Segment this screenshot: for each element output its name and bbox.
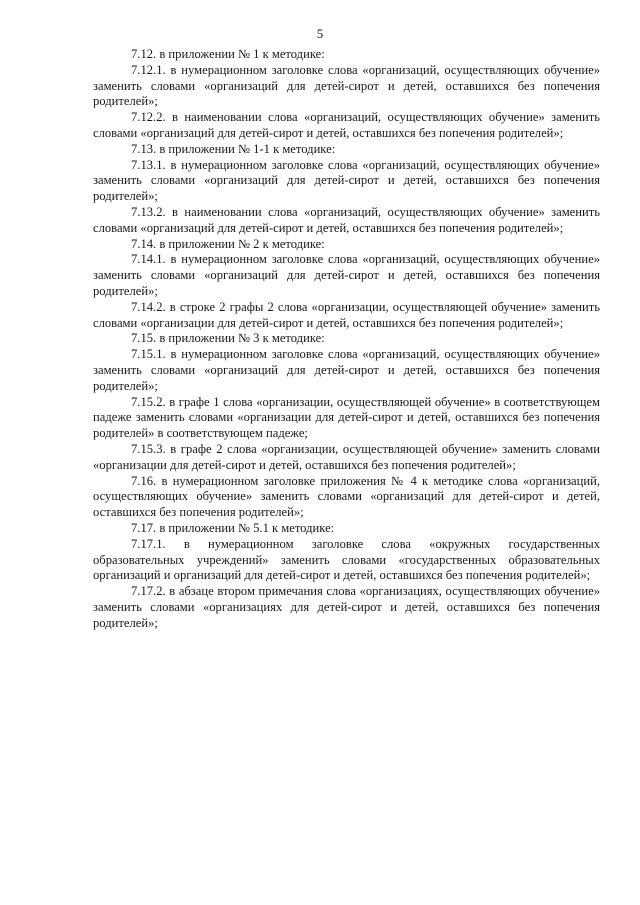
- paragraph-7-13-1: 7.13.1. в нумерационном заголовке слова «организаций, осуществляющих обучение» заменить словами «организаций для детей-сирот и детей, оставшихся без попечения родителей»;: [93, 157, 600, 204]
- paragraph-7-15-2: 7.15.2. в графе 1 слова «организации, осуществляющей обучение» в соответствующем падеже заменить словами «организации для детей-сирот и детей, оставшихся без попечения родителей» в соответствующем падеже;: [93, 394, 600, 441]
- paragraph-7-14-2: 7.14.2. в строке 2 графы 2 слова «организации, осуществляющей обучение» заменить словами «организации для детей-сирот и детей, оставшихся без попечения родителей»;: [93, 299, 600, 330]
- paragraph-7-17: 7.17. в приложении № 5.1 к методике:: [131, 520, 335, 535]
- paragraph-7-17-2: 7.17.2. в абзаце втором примечания слова «организациях, осуществляющих обучение» заменить словами «организациях для детей-сирот и детей, оставшихся без попечения родителей»;: [93, 584, 600, 630]
- paragraph-7-13-2: 7.13.2. в наименовании слова «организаций, осуществляющих обучение» заменить словами «организаций для детей-сирот и детей, оставшихся без попечения родителей»;: [93, 204, 600, 235]
- paragraph-7-17-1: 7.17.1. в нумерационном заголовке слова «окружных государственных образовательных учреждений» заменить словами «государственных образовательных организаций и организаций для детей-сирот и детей, оставшихся без попечения родителей»;: [93, 536, 600, 583]
- paragraph-7-12-1: 7.12.1. в нумерационном заголовке слова «организаций, осуществляющих обучение» заменить словами «организаций для детей-сирот и детей, оставшихся без попечения родителей»;: [93, 62, 600, 109]
- paragraph-7-13: 7.13. в приложении № 1-1 к методике:: [131, 141, 336, 156]
- page-number: 5: [316, 26, 324, 41]
- paragraph-7-15: 7.15. в приложении № 3 к методике:: [131, 331, 325, 346]
- paragraph-7-12: 7.12. в приложении № 1 к методике:: [131, 47, 325, 61]
- paragraph-7-14-1: 7.14.1. в нумерационном заголовке слова «организаций, осуществляющих обучение» заменить словами «организаций для детей-сирот и детей, оставшихся без попечения родителей»;: [93, 252, 600, 298]
- paragraph-7-14: 7.14. в приложении № 2 к методике:: [131, 236, 325, 251]
- paragraph-7-16: 7.16. в нумерационном заголовке приложения № 4 к методике слова «организаций, осуществляющих обучение» заменить словами «организаций для детей-сирот и детей, оставшихся без попечения родителей»;: [93, 473, 600, 520]
- paragraph-7-12-2: 7.12.2. в наименовании слова «организаций, осуществляющих обучение» заменить словами «организаций для детей-сирот и детей, оставшихся без попечения родителей»;: [93, 110, 600, 140]
- paragraph-7-15-3: 7.15.3. в графе 2 слова «организации, осуществляющей обучение» заменить словами «организации для детей-сирот и детей, оставшихся без попечения родителей»;: [93, 441, 600, 472]
- document-body: [93, 47, 600, 631]
- paragraph-7-15-1: 7.15.1. в нумерационном заголовке слова «организаций, осуществляющих обучение» заменить словами «организаций для детей-сирот и детей, оставшихся без попечения родителей»;: [93, 347, 600, 393]
